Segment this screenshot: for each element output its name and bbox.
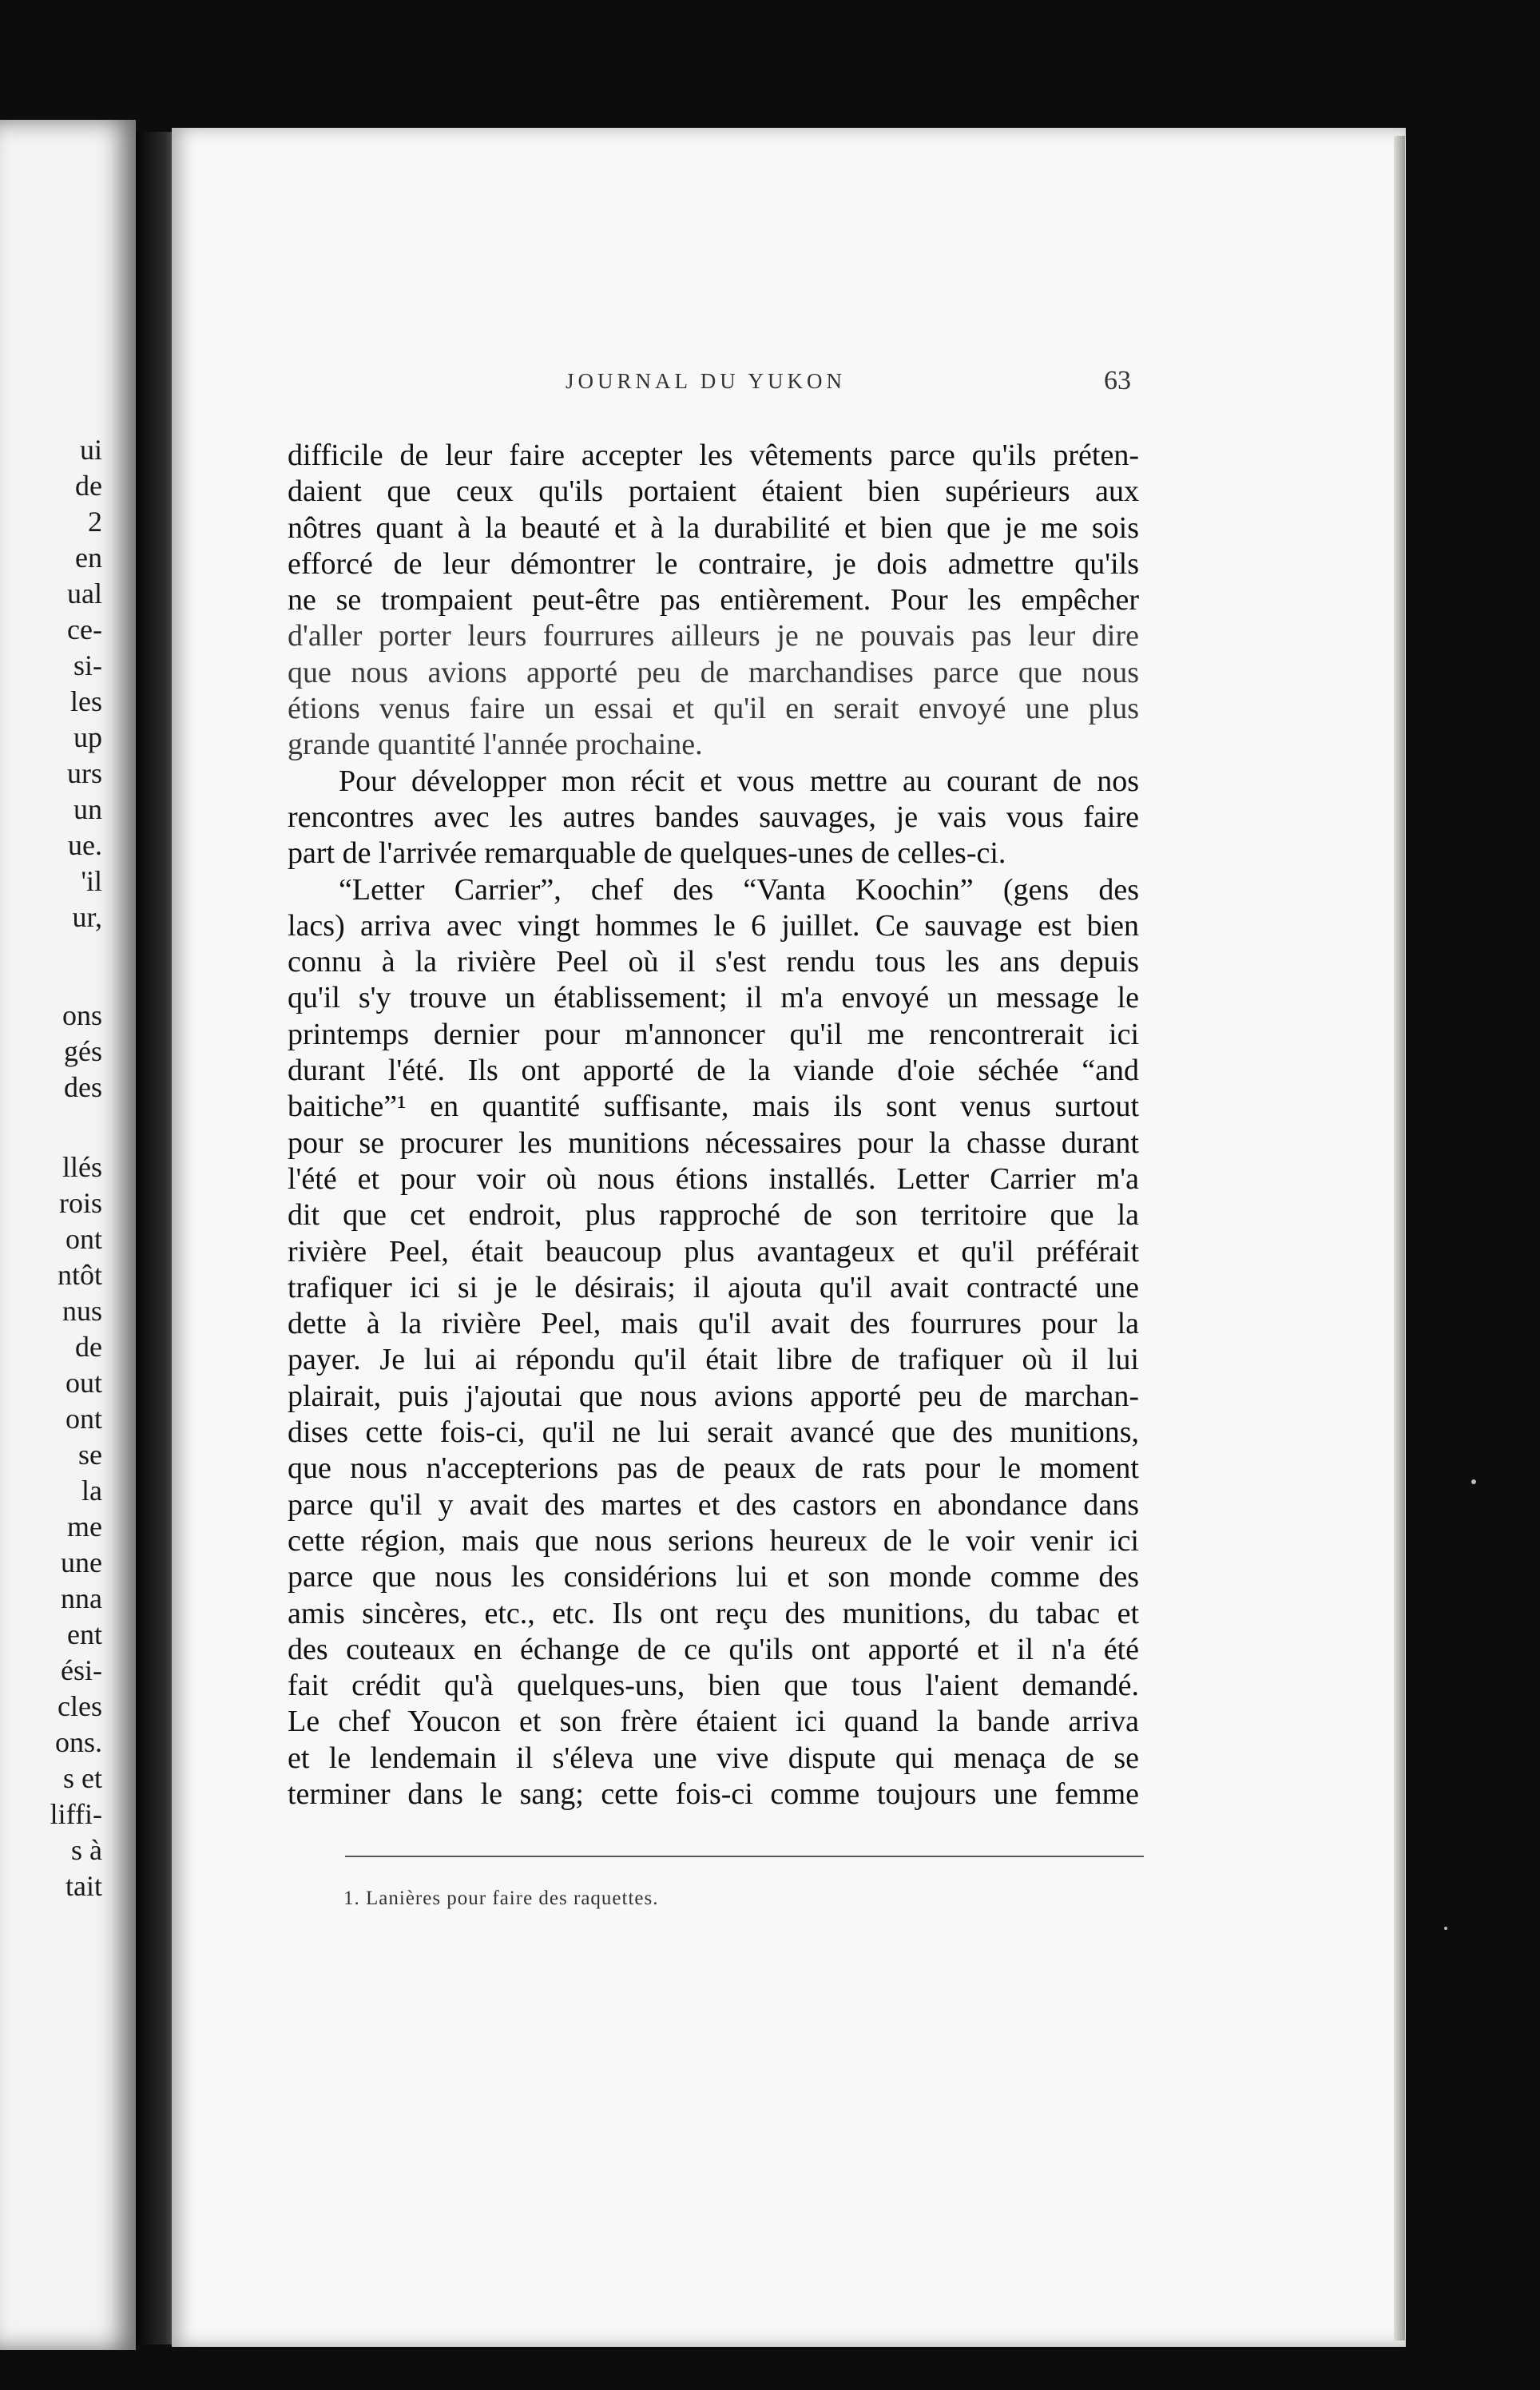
text-line: printemps dernier pour m'annoncer qu'il me rencontrerait ici xyxy=(288,1017,1139,1051)
left-page-text-fragment: ur, xyxy=(72,901,102,933)
left-page-text-fragment: une xyxy=(61,1546,102,1578)
text-line: connu à la rivière Peel où il s'est rendu tous les ans depuis xyxy=(288,945,1139,979)
left-page-text-fragment: la xyxy=(81,1475,102,1507)
text-line: amis sincères, etc., etc. Ils ont reçu des munitions, du tabac et xyxy=(288,1596,1139,1630)
text-line: ne se trompaient peut-être pas entièrement. Pour les empêcher xyxy=(288,583,1139,617)
text-line: payer. Je lui ai répondu qu'il était libre de trafiquer où il lui xyxy=(288,1343,1139,1377)
text-line: rivière Peel, était beaucoup plus avantageux et qu'il préférait xyxy=(288,1234,1139,1268)
text-line: Le chef Youcon et son frère étaient ici quand la bande arriva xyxy=(288,1705,1139,1739)
left-page-text-fragment: ent xyxy=(67,1618,102,1650)
left-page-fragment xyxy=(0,120,136,2350)
text-line: parce qu'il y avait des martes et des castors en abondance dans xyxy=(288,1487,1139,1522)
left-page-text-fragment: gés xyxy=(64,1035,102,1067)
text-line: nôtres quant à la beauté et à la durabilité et bien que je me sois xyxy=(288,510,1139,545)
text-line: parce que nous les considérions lui et son monde comme des xyxy=(288,1560,1139,1594)
left-page-text-fragment: ont xyxy=(65,1223,102,1255)
text-line: étions venus faire un essai et qu'il en serait envoyé une plus xyxy=(288,692,1139,726)
text-line: lacs) arriva avec vingt hommes le 6 juillet. Ce sauvage est bien xyxy=(288,908,1139,943)
left-page-text-fragment: si- xyxy=(73,649,102,681)
text-line: durant l'été. Ils ont apporté de la viande d'oie séchée “and xyxy=(288,1054,1139,1088)
text-line: l'été et pour voir où nous étions installés. Letter Carrier m'a xyxy=(288,1161,1139,1196)
text-line: qu'il s'y trouve un établissement; il m'a envoyé un message le xyxy=(288,981,1139,1015)
left-page-text-fragment: ue. xyxy=(68,829,102,861)
text-line: terminer dans le sang; cette fois-ci comme toujours une femme xyxy=(288,1777,1139,1811)
text-line: rencontres avec les autres bandes sauvages, je vais vous faire xyxy=(288,800,1139,834)
left-page-text-fragment: nna xyxy=(61,1582,102,1614)
left-page-text-fragment: s à xyxy=(71,1834,102,1866)
left-page-text-fragment: urs xyxy=(67,757,102,789)
left-page-text-fragment: s et xyxy=(63,1762,102,1794)
left-page-text-fragment: ce- xyxy=(67,613,102,645)
footnote-rule xyxy=(345,1856,1144,1857)
left-page-text-fragment: ui xyxy=(79,434,102,466)
left-page-text-fragment: liffi- xyxy=(50,1798,102,1830)
left-page-text-fragment: ons xyxy=(62,999,102,1031)
paragraph-start: Pour développer mon récit et vous mettre au courant de nos xyxy=(339,764,1139,798)
text-line: et le lendemain il s'éleva une vive dispute qui menaça de se xyxy=(288,1741,1139,1775)
text-line: dit que cet endroit, plus rapproché de son territoire que la xyxy=(288,1198,1139,1233)
text-line: part de l'arrivée remarquable de quelques-unes de celles-ci. xyxy=(288,836,1006,871)
left-page-text-fragment: rois xyxy=(59,1187,102,1219)
left-page-text-fragment: en xyxy=(75,542,102,574)
page-body xyxy=(288,438,1139,1812)
text-line: difficile de leur faire accepter les vêtements parce qu'ils préten- xyxy=(288,439,1139,472)
left-page-text-fragment: llés xyxy=(62,1151,102,1183)
left-page-text-fragment: ual xyxy=(67,578,102,609)
paragraph-start: “Letter Carrier”, chef des “Vanta Koochin” (gens des xyxy=(339,872,1139,907)
text-line: d'aller porter leurs fourrures ailleurs je ne pouvais pas leur dire xyxy=(288,619,1139,653)
text-line: pour se procurer les munitions nécessaires pour la chasse durant xyxy=(288,1126,1139,1160)
page-edge xyxy=(1394,136,1405,2340)
left-page-text-fragment: se xyxy=(78,1439,102,1471)
left-page-text-fragment: ont xyxy=(65,1403,102,1435)
text-line: daient que ceux qu'ils portaient étaient bien supérieurs aux xyxy=(288,474,1139,509)
text-line: que nous n'accepterions pas de peaux de rats pour le moment xyxy=(288,1451,1139,1486)
left-page-text-fragment: out xyxy=(65,1367,102,1399)
text-line: cette région, mais que nous serions heureux de le voir venir ici xyxy=(288,1523,1139,1558)
text-line: grande quantité l'année prochaine. xyxy=(288,728,703,762)
left-page-text-fragment: ési- xyxy=(61,1654,102,1686)
text-line: efforcé de leur démontrer le contraire, je dois admettre qu'ils xyxy=(288,546,1139,581)
left-page-text-fragment: ntôt xyxy=(57,1259,102,1291)
left-page-text-fragment: me xyxy=(67,1511,102,1542)
left-page-text-fragment: de xyxy=(75,470,102,502)
scan-speck xyxy=(1444,1927,1447,1930)
text-line: dette à la rivière Peel, mais qu'il avait des fourrures pour la xyxy=(288,1307,1139,1341)
text-line: trafiquer ici si je le désirais; il ajouta qu'il avait contracté une xyxy=(288,1270,1139,1304)
text-line: dises cette fois-ci, qu'il ne lui serait avancé que des munitions, xyxy=(288,1415,1139,1450)
page-number: 63 xyxy=(1104,366,1131,395)
text-line: des couteaux en échange de ce qu'ils ont apporté et il n'a été xyxy=(288,1632,1139,1666)
left-page-text-fragment: des xyxy=(64,1071,102,1103)
footnote: 1. Lanières pour faire des raquettes. xyxy=(343,1888,659,1909)
left-page-text-fragment: 2 xyxy=(88,506,102,538)
left-page-text-fragment: 'il xyxy=(81,865,102,897)
left-page-text-fragment: les xyxy=(70,685,102,717)
running-title: JOURNAL DU YUKON xyxy=(566,369,846,393)
left-page-text-fragment: un xyxy=(73,793,102,825)
text-line: que nous avions apporté peu de marchandises parce que nous xyxy=(288,655,1139,689)
text-line: fait crédit qu'à quelques-uns, bien que tous l'aient demandé. xyxy=(288,1669,1139,1703)
left-page-text-fragment: de xyxy=(75,1331,102,1363)
left-page-text-fragment: up xyxy=(73,721,102,753)
left-page-text-fragment: cles xyxy=(58,1690,102,1722)
scan-speck xyxy=(1471,1479,1476,1484)
text-line: baitiche”¹ en quantité suffisante, mais ils sont venus surtout xyxy=(288,1090,1139,1124)
left-page-text-fragment: nus xyxy=(62,1295,102,1327)
left-page-text-fragment: tait xyxy=(65,1870,102,1902)
left-page-text-fragment: ons. xyxy=(54,1726,102,1758)
text-line: plairait, puis j'ajoutai que nous avions apporté peu de marchan- xyxy=(288,1379,1139,1413)
